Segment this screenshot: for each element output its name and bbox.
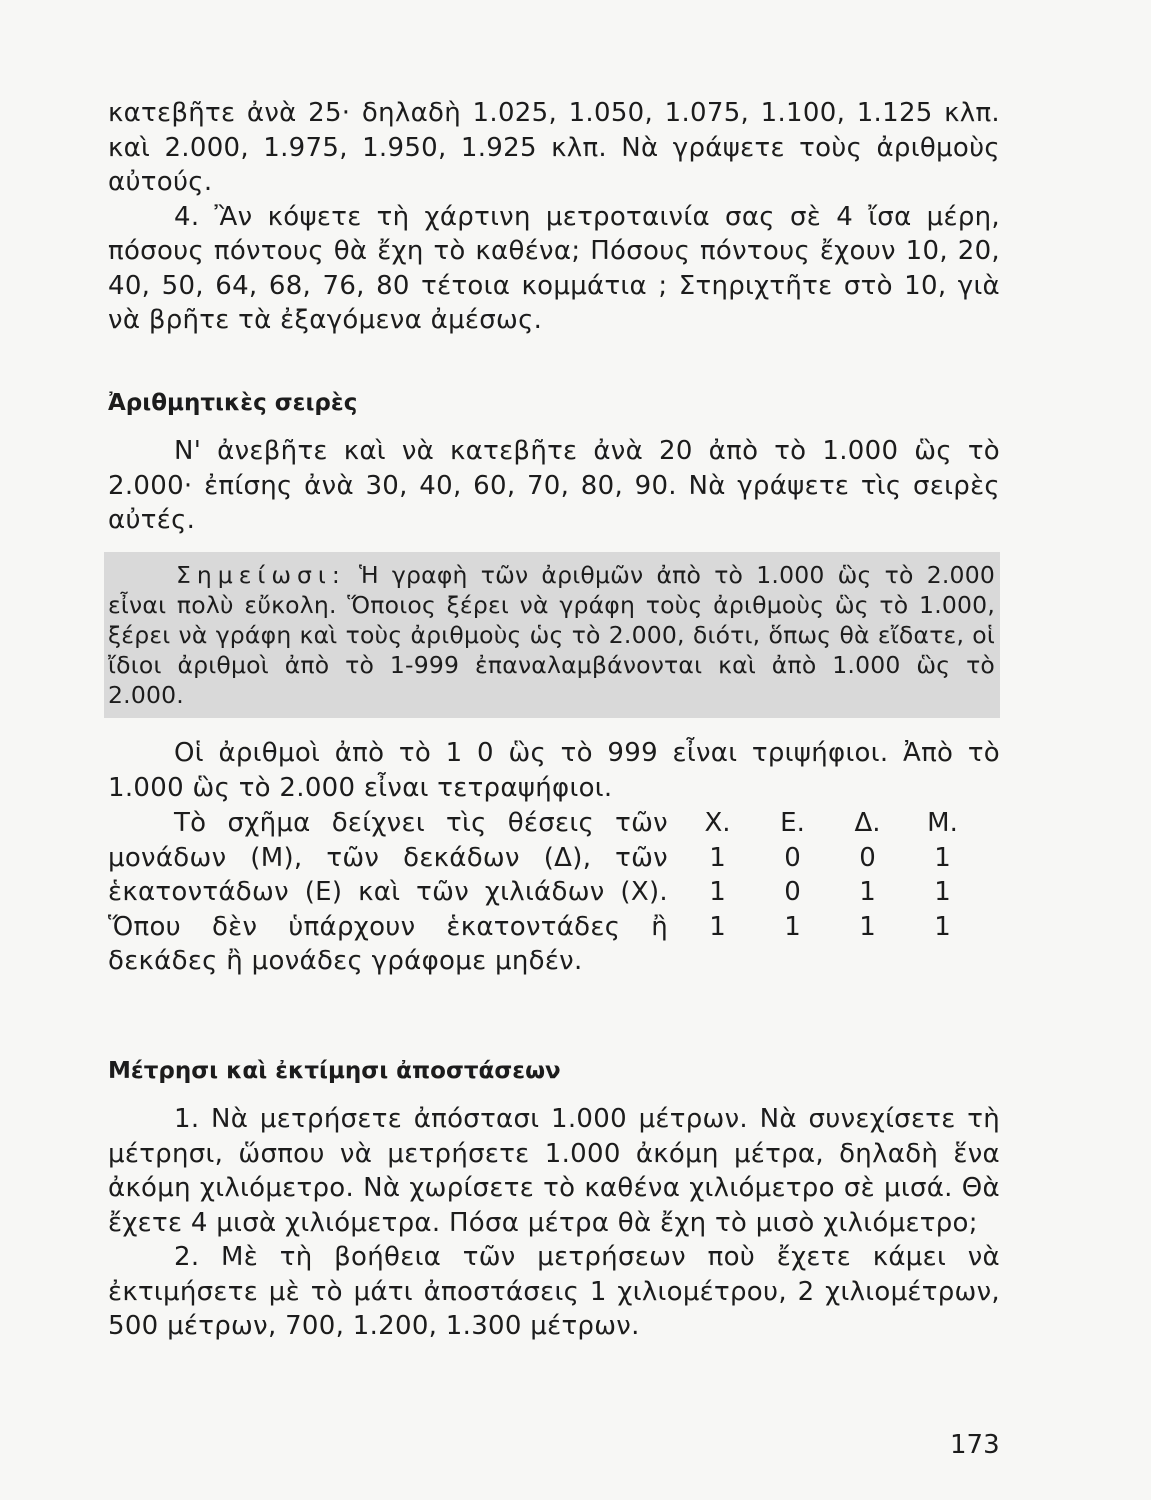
table-cell: 0 [859,842,876,873]
distance-text-block [108,1102,1000,1344]
heading-distance-measurement: Μέτρησι καὶ ἐκτίμησι ἀποστάσεων [108,1058,561,1084]
table-cell: 1 [934,911,951,942]
table-cell: 1 [784,911,801,942]
header-tens: Δ. [854,808,881,838]
table-cell: 0 [784,842,801,873]
paragraph-continuation: κατεβῆτε ἀνὰ 25· δηλαδὴ 1.025, 1.050, 1.075, 1.100, 1.125 κλπ. καὶ 2.000, 1.975, 1.950, 1.925 κλπ. Νὰ γράψετε τοὺς ἀριθμοὺς αὐτούς. [108,98,1000,197]
table-cell: 1 [709,842,726,873]
note-label: Σημείωσι: [176,561,346,589]
distance-exercise-1: 1. Νὰ μετρήσετε ἀπόστασι 1.000 μέτρων. Νὰ συνεχίσετε τὴ μέτρησι, ὥσπου νὰ μετρήσετε 1.000 ἀκόμη μέτρα, δηλαδὴ ἕνα ἀκόμη χιλιόμετρο. Νὰ χωρίσετε τὸ καθένα χιλιόμετρο σὲ μισά. Θὰ ἔχετε 4 μισὰ χιλιόμετρα. Πόσα μέτρα θὰ ἔχη τὸ μισὸ χιλιόμετρο; [108,1104,1000,1238]
page-number: 173 [950,1430,1000,1460]
table-cell: 0 [784,877,801,907]
header-thousands: Χ. [704,808,731,838]
heading-arithmetic-series: Ἀριθμητικὲς σειρὲς [108,390,358,416]
digits-paragraph-block [108,736,1000,805]
header-hundreds: Ε. [780,808,805,838]
table-cell: 1 [934,877,951,907]
place-value-text-block [108,806,668,979]
note-text: Ἡ γραφὴ τῶν ἀριθμῶν ἀπὸ τὸ 1.000 ὣς τὸ 2.000 εἶναι πολὺ εὔκολη. Ὅποιος ξέρει νὰ γράφη τοὺς ἀριθμοὺς ὣς τὸ 1.000, ξέρει νὰ γράφη καὶ τοὺς ἀριθμοὺς ὡς τὸ 2.000, διότι, ὅπως θὰ εἴδατε, οἱ ἴδιοι ἀριθμοὶ ἀπὸ τὸ 1-999 ἐπαναλαμβάνονται καὶ ἀπὸ 1.000 ὣς τὸ 2.000. [108,561,995,709]
top-text-block [108,96,1000,338]
table-cell: 1 [709,877,726,907]
header-units: Μ. [927,808,958,838]
note-paragraph [108,560,995,710]
table-header-row [680,806,980,841]
digits-paragraph: Οἱ ἀριθμοὶ ἀπὸ τὸ 1 0 ὣς τὸ 999 εἶναι τριψήφιοι. Ἀπὸ τὸ 1.000 ὣς τὸ 2.000 εἶναι τετραψήφιοι. [108,738,1000,803]
distance-exercise-2: 2. Μὲ τὴ βοήθεια τῶν μετρήσεων ποὺ ἔχετε κάμει νὰ ἐκτιμήσετε μὲ τὸ μάτι ἀποστάσεις 1 χιλιομέτρου, 2 χιλιομέτρων, 500 μέτρων, 700, 1.200, 1.300 μέτρων. [108,1242,1000,1341]
place-value-table [680,806,980,944]
table-cell: 1 [934,842,951,873]
table-row [680,910,980,945]
table-cell: 1 [859,911,876,942]
series-paragraph: Ν' ἀνεβῆτε καὶ νὰ κατεβῆτε ἀνὰ 20 ἀπὸ τὸ 1.000 ὣς τὸ 2.000· ἐπίσης ἀνὰ 30, 40, 60, 70, 80, 90. Νὰ γράψετε τὶς σειρὲς αὐτές. [108,436,1000,535]
table-cell: 1 [709,911,726,942]
table-row [680,841,980,876]
note-box [104,552,1000,718]
table-row [680,875,980,910]
series-paragraph-block [108,434,1000,538]
table-cell: 1 [859,877,876,907]
place-value-text: Τὸ σχῆμα δείχνει τὶς θέσεις τῶν μονάδων (Μ), τῶν δεκάδων (Δ), τῶν ἑκατοντάδων (Ε) καὶ τῶν χιλιάδων (Χ). Ὅπου δὲν ὑπάρχουν ἑκατοντάδες ἢ δεκάδες ἢ μονάδες γράφομε μηδέν. [108,808,668,976]
exercise-4: 4. Ἂν κόψετε τὴ χάρτινη μετροταινία σας σὲ 4 ἴσα μέρη, πόσους πόντους θὰ ἔχη τὸ καθένα; Πόσους πόντους ἔχουν 10, 20, 40, 50, 64, 68, 76, 80 τέτοια κομμάτια ; Στηριχτῆτε στὸ 10, γιὰ νὰ βρῆτε τὰ ἐξαγόμενα ἀμέσως. [108,201,1000,335]
